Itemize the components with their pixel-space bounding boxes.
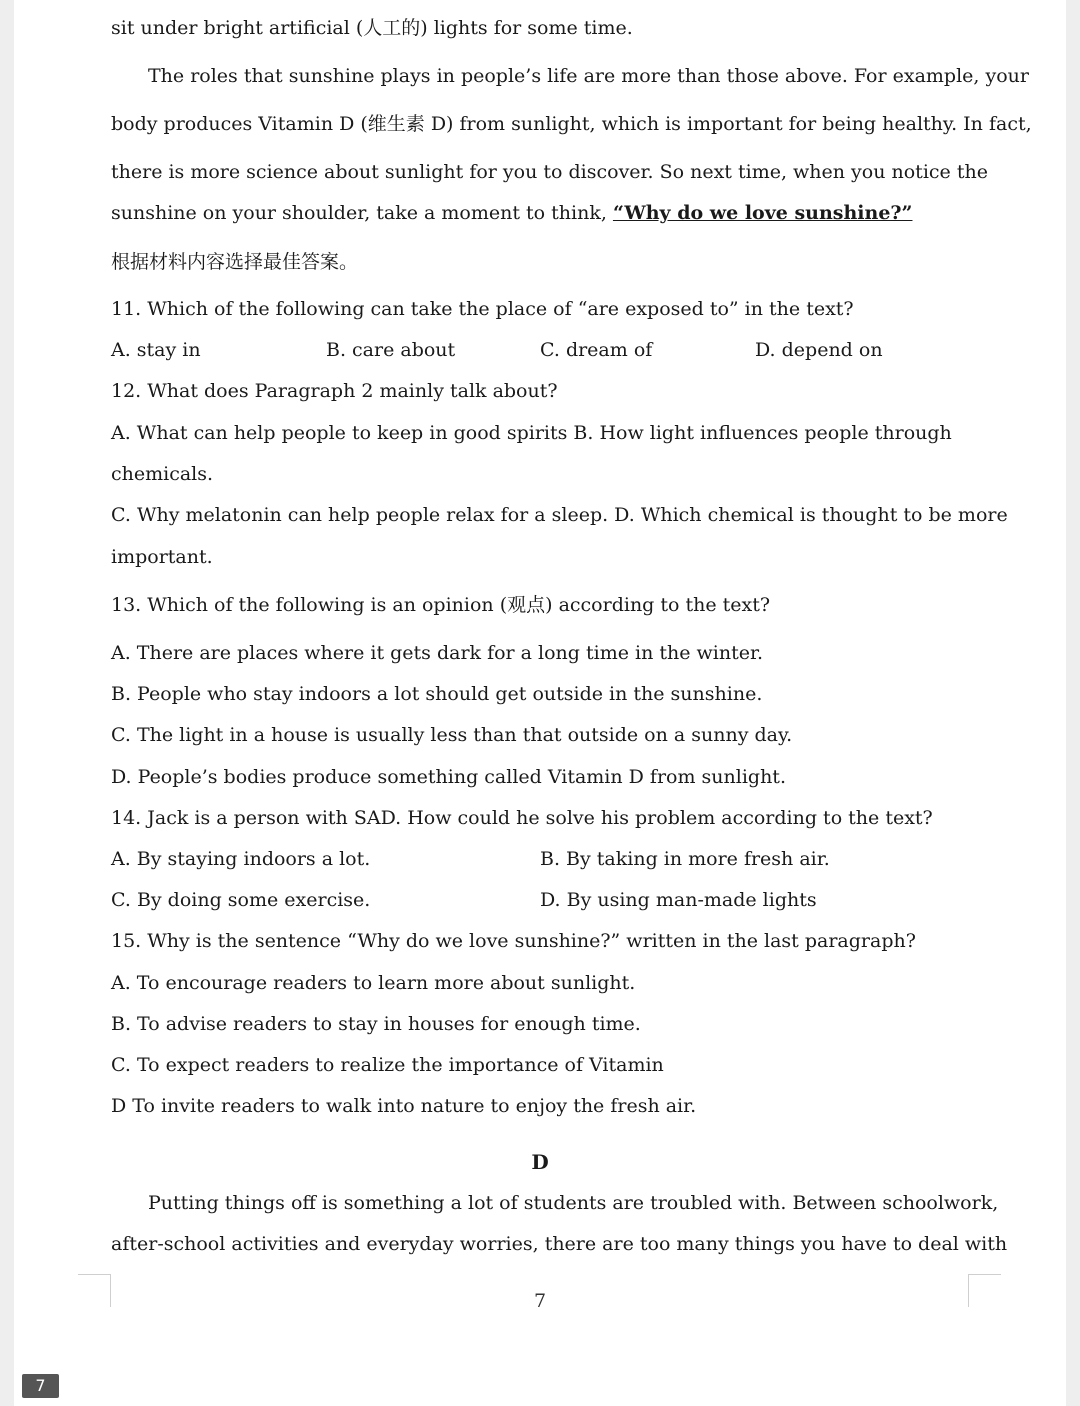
passage-line: after-school activities and everyday worries, there are too many things you have to deal with bbox=[111, 1233, 1008, 1255]
option-13-b: B. People who stay indoors a lot should get outside in the sunshine. bbox=[111, 683, 763, 705]
passage-line bbox=[111, 201, 912, 225]
question-12-stem: 12. What does Paragraph 2 mainly talk about? bbox=[111, 380, 558, 402]
passage-line: sit under bright artificial (人工的) lights for some time. bbox=[111, 17, 633, 39]
option-11-a: A. stay in bbox=[111, 339, 201, 361]
option-15-d: D To invite readers to walk into nature to enjoy the fresh air. bbox=[111, 1095, 697, 1117]
passage-line: Putting things off is something a lot of students are troubled with. Between schoolwork, bbox=[148, 1192, 999, 1214]
options-12-ab: A. What can help people to keep in good spirits B. How light influences people through bbox=[111, 422, 952, 444]
options-12-cd-cont: important. bbox=[111, 546, 213, 568]
question-14-stem: 14. Jack is a person with SAD. How could he solve his problem according to the text? bbox=[111, 807, 933, 829]
passage-text: sunshine on your shoulder, take a moment to think, bbox=[111, 202, 613, 224]
option-15-a: A. To encourage readers to learn more about sunlight. bbox=[111, 972, 636, 994]
option-13-d: D. People’s bodies produce something called Vitamin D from sunlight. bbox=[111, 766, 786, 788]
option-11-c: C. dream of bbox=[540, 339, 653, 361]
option-11-d: D. depend on bbox=[755, 339, 883, 361]
option-14-a: A. By staying indoors a lot. bbox=[111, 848, 371, 870]
passage-line: The roles that sunshine plays in people’s life are more than those above. For example, your bbox=[148, 65, 1029, 87]
option-14-d: D. By using man-made lights bbox=[540, 889, 817, 911]
option-13-a: A. There are places where it gets dark for a long time in the winter. bbox=[111, 642, 764, 664]
option-15-c: C. To expect readers to realize the importance of Vitamin bbox=[111, 1054, 664, 1076]
option-15-b: B. To advise readers to stay in houses for enough time. bbox=[111, 1013, 641, 1035]
question-11-stem: 11. Which of the following can take the place of “are exposed to” in the text? bbox=[111, 298, 854, 320]
page-indicator-badge[interactable]: 7 bbox=[22, 1374, 59, 1398]
section-heading: D bbox=[531, 1150, 549, 1174]
option-11-b: B. care about bbox=[326, 339, 456, 361]
passage-line: body produces Vitamin D (维生素 D) from sunlight, which is important for being healthy. In fact, bbox=[111, 113, 1032, 135]
options-12-ab-cont: chemicals. bbox=[111, 463, 214, 485]
instruction: 根据材料内容选择最佳答案。 bbox=[111, 251, 359, 273]
question-13-stem: 13. Which of the following is an opinion (观点) according to the text? bbox=[111, 594, 771, 616]
option-14-b: B. By taking in more fresh air. bbox=[540, 848, 830, 870]
passage-line: there is more science about sunlight for you to discover. So next time, when you notice the bbox=[111, 161, 988, 183]
key-question-text: “Why do we love sunshine?” bbox=[612, 202, 913, 224]
question-15-stem: 15. Why is the sentence “Why do we love sunshine?” written in the last paragraph? bbox=[111, 930, 916, 952]
options-12-cd: C. Why melatonin can help people relax for a sleep. D. Which chemical is thought to be more bbox=[111, 504, 1008, 526]
option-14-c: C. By doing some exercise. bbox=[111, 889, 371, 911]
option-13-c: C. The light in a house is usually less than that outside on a sunny day. bbox=[111, 724, 793, 746]
page-number: 7 bbox=[533, 1290, 547, 1312]
